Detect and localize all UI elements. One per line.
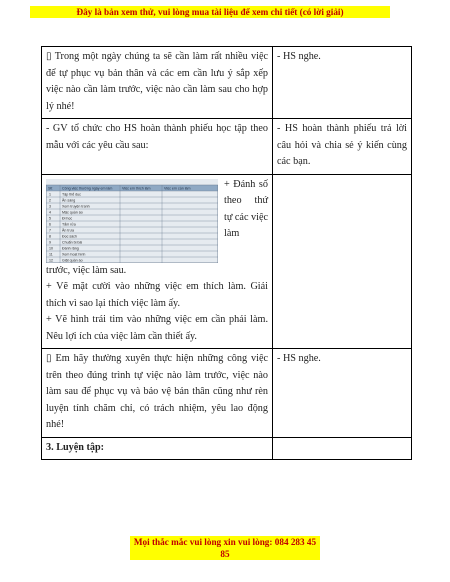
teacher-activity-cell xyxy=(42,174,273,349)
teacher-text: ▯ Trong một ngày chúng ta sẽ cần làm rất nhiều việc để tự phục vụ bản thân và các em cần lưu ý sắp xếp việc nào cần làm trước, việc nào cần làm sau cho hợp lý nhé! xyxy=(46,51,268,112)
worksheet-task-label: Tắm rửa xyxy=(62,222,76,227)
worksheet-row-number: 5 xyxy=(49,216,51,221)
table-row xyxy=(42,119,412,175)
worksheet-header-label: Việc em cần làm xyxy=(164,186,191,190)
worksheet-header-label: Stt xyxy=(48,186,53,190)
worksheet-task-label: Ăn trưa xyxy=(62,228,74,233)
instruction-heart: + Vẽ hình trái tim vào những việc em cần phải làm. Nêu lợi ích của việc làm cần thiết ấy. xyxy=(46,314,268,342)
worksheet-task-label: Mặc quần áo xyxy=(62,210,83,215)
teacher-activity-cell xyxy=(42,119,273,175)
teacher-activity-cell xyxy=(42,349,273,438)
table-row xyxy=(42,47,412,119)
worksheet-task-label: Đánh răng xyxy=(62,246,79,251)
student-activity-cell xyxy=(273,174,412,349)
student-activity-cell xyxy=(273,119,412,175)
bullet-icon: ▯ xyxy=(46,353,52,364)
worksheet-task-label: Tập thể dục xyxy=(62,192,81,197)
worksheet-row-number: 1 xyxy=(49,192,51,197)
worksheet-row-number: 3 xyxy=(49,204,51,209)
worksheet-header-label: Việc em thích làm xyxy=(122,186,151,190)
worksheet-row-number: 8 xyxy=(49,234,51,239)
student-text: - HS hoàn thành phiếu trả lời câu hỏi và chia sẻ ý kiến cùng các bạn. xyxy=(277,123,407,167)
worksheet-row-number: 2 xyxy=(49,198,51,203)
worksheet-row-number: 11 xyxy=(49,252,53,257)
worksheet-row-number: 10 xyxy=(49,246,53,251)
worksheet-task-label: Đi học xyxy=(62,216,73,221)
worksheet-task-label: Giặt quần áo xyxy=(62,258,83,263)
worksheet-task-label: Xem truyện tranh xyxy=(62,204,90,209)
section-heading: 3. Luyện tập: xyxy=(46,441,105,453)
bullet-icon: ▯ xyxy=(46,51,52,62)
worksheet-row-number: 6 xyxy=(49,222,51,227)
worksheet-row-number: 9 xyxy=(49,240,51,245)
section-heading-cell xyxy=(42,437,273,460)
worksheet-task-label: Chuẩn bị bài xyxy=(62,240,83,245)
worksheet-task-label: Xem hoạt hình xyxy=(62,252,86,257)
worksheet-photo xyxy=(46,179,218,263)
instruction-numbering: + Đánh số theo thứ tự các việc làm xyxy=(224,178,268,239)
worksheet-task-label: Đọc sách xyxy=(62,234,77,239)
student-text: - HS nghe. xyxy=(277,353,321,364)
worksheet-row-number: 7 xyxy=(49,228,51,233)
worksheet-row-number: 4 xyxy=(49,210,51,215)
student-text: - HS nghe. xyxy=(277,51,321,62)
worksheet-row-number: 12 xyxy=(49,258,53,263)
instruction-numbering-cont: trước, việc làm sau. xyxy=(46,264,127,276)
table-row xyxy=(42,437,412,460)
worksheet-header-label: Công việc thường ngày em làm xyxy=(62,186,113,190)
teacher-activity-cell xyxy=(42,47,273,119)
student-activity-cell xyxy=(273,47,412,119)
table-row xyxy=(42,349,412,438)
student-activity-cell xyxy=(273,349,412,438)
contact-footer: Mọi thắc mắc vui lòng xin vui lòng: 084 283 45 85 xyxy=(130,536,320,560)
table-row xyxy=(42,174,412,349)
preview-banner: Đây là bản xem thử, vui lòng mua tài liệu để xem chi tiết (có lời giải) xyxy=(30,6,390,18)
worksheet-task-label: Ăn sáng xyxy=(62,198,76,203)
teacher-text: ▯ Em hãy thường xuyên thực hiện những công việc trên theo đúng trình tự việc nào làm trước, việc nào làm sau để phục vụ và bảo vệ bản thân cũng như rèn luyện tính chăm chỉ, có trách nhiệm, yêu lao động nhé! xyxy=(46,353,268,430)
lesson-table xyxy=(41,46,412,460)
instruction-smile: + Vẽ mặt cười vào những việc em thích làm. Giải thích vì sao lại thích việc làm ấy. xyxy=(46,281,268,309)
teacher-text: - GV tổ chức cho HS hoàn thành phiếu học tập theo mẫu với các yêu cầu sau: xyxy=(46,123,268,151)
student-activity-cell xyxy=(273,437,412,460)
